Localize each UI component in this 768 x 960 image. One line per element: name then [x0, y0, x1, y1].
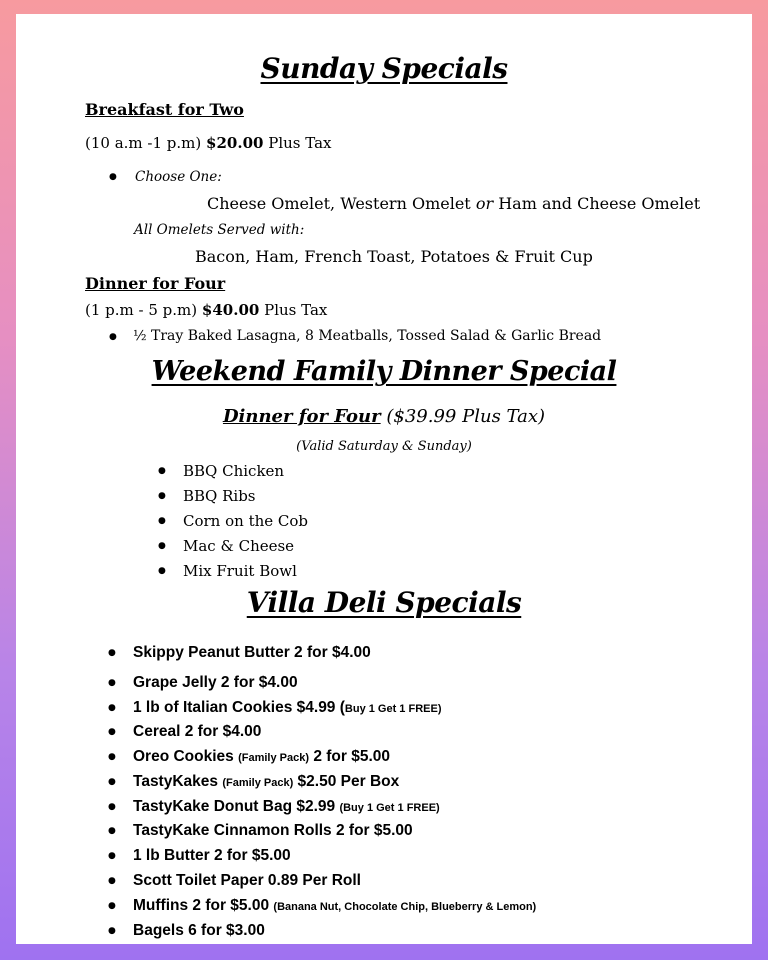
bullet-icon: ● — [108, 901, 116, 911]
omelet-or: or — [475, 194, 494, 213]
served-with-label: All Omelets Served with: — [134, 222, 305, 238]
breakfast-time: (10 a.m -1 p.m) — [85, 134, 202, 152]
weekend-item: Corn on the Cob — [183, 512, 309, 530]
weekend-subtitle-line — [16, 406, 752, 427]
bullet-icon: ● — [108, 802, 116, 812]
breakfast-tax: Plus Tax — [268, 134, 332, 152]
breakfast-price: $20.00 — [206, 134, 264, 152]
bullet-icon: ● — [108, 876, 116, 886]
bullet-icon: ● — [109, 172, 117, 182]
deli-item: TastyKakes (Family Pack) $2.50 Per Box — [133, 773, 400, 790]
breakfast-heading: Breakfast for Two — [85, 100, 244, 119]
dinner-heading: Dinner for Four — [85, 274, 226, 293]
bullet-icon: ● — [108, 727, 116, 737]
weekend-valid: (Valid Saturday & Sunday) — [296, 439, 472, 454]
served-items: Bacon, Ham, French Toast, Potatoes & Fruit Cup — [195, 247, 593, 266]
bullet-icon: ● — [158, 466, 166, 476]
bullet-icon: ● — [109, 332, 117, 342]
weekend-item: Mac & Cheese — [183, 537, 295, 555]
breakfast-time-price — [85, 134, 332, 152]
sunday-title: Sunday Specials — [260, 52, 508, 85]
bullet-icon: ● — [108, 826, 116, 836]
dinner-time: (1 p.m - 5 p.m) — [85, 301, 198, 319]
deli-item: Skippy Peanut Butter 2 for $4.00 — [133, 644, 371, 661]
bullet-icon: ● — [158, 541, 166, 551]
bullet-icon: ● — [108, 678, 116, 688]
bullet-icon: ● — [108, 752, 116, 762]
bullet-icon: ● — [108, 851, 116, 861]
omelet-b: Ham and Cheese Omelet — [498, 194, 701, 213]
weekend-title: Weekend Family Dinner Special — [151, 356, 617, 387]
deli-item: Cereal 2 for $4.00 — [133, 723, 262, 740]
flyer-page — [16, 14, 752, 944]
weekend-price: ($39.99 Plus Tax) — [386, 406, 546, 427]
deli-item: Scott Toilet Paper 0.89 Per Roll — [133, 872, 361, 889]
deli-item: Grape Jelly 2 for $4.00 — [133, 674, 298, 691]
deli-title: Villa Deli Specials — [246, 586, 522, 619]
deli-item: 1 lb of Italian Cookies $4.99 (Buy 1 Get 1 FREE) — [133, 699, 442, 716]
weekend-item: BBQ Chicken — [183, 462, 285, 480]
weekend-item: BBQ Ribs — [183, 487, 256, 505]
deli-item: Muffins 2 for $5.00 (Banana Nut, Chocolate Chip, Blueberry & Lemon) — [133, 897, 537, 914]
bullet-icon: ● — [108, 777, 116, 787]
deli-item: Oreo Cookies (Family Pack) 2 for $5.00 — [133, 748, 391, 765]
bullet-icon: ● — [108, 703, 116, 713]
weekend-subtitle: Dinner for Four — [222, 406, 381, 427]
choose-label: Choose One: — [135, 169, 222, 185]
weekend-item: Mix Fruit Bowl — [183, 562, 297, 580]
bullet-icon: ● — [108, 926, 116, 936]
deli-item: TastyKake Donut Bag $2.99 (Buy 1 Get 1 FREE) — [133, 798, 440, 815]
bullet-icon: ● — [108, 648, 116, 658]
deli-item: TastyKake Cinnamon Rolls 2 for $5.00 — [133, 822, 413, 839]
omelet-a: Cheese Omelet, Western Omelet — [207, 194, 471, 213]
bullet-icon: ● — [158, 516, 166, 526]
deli-item: 1 lb Butter 2 for $5.00 — [133, 847, 291, 864]
bullet-icon: ● — [158, 566, 166, 576]
dinner-time-price — [85, 301, 327, 319]
dinner-tax: Plus Tax — [264, 301, 328, 319]
dinner-item: ½ Tray Baked Lasagna, 8 Meatballs, Tossed Salad & Garlic Bread — [133, 328, 602, 344]
omelet-options — [207, 194, 700, 213]
deli-item: Bagels 6 for $3.00 — [133, 922, 265, 939]
dinner-price: $40.00 — [201, 301, 260, 319]
bullet-icon: ● — [158, 491, 166, 501]
